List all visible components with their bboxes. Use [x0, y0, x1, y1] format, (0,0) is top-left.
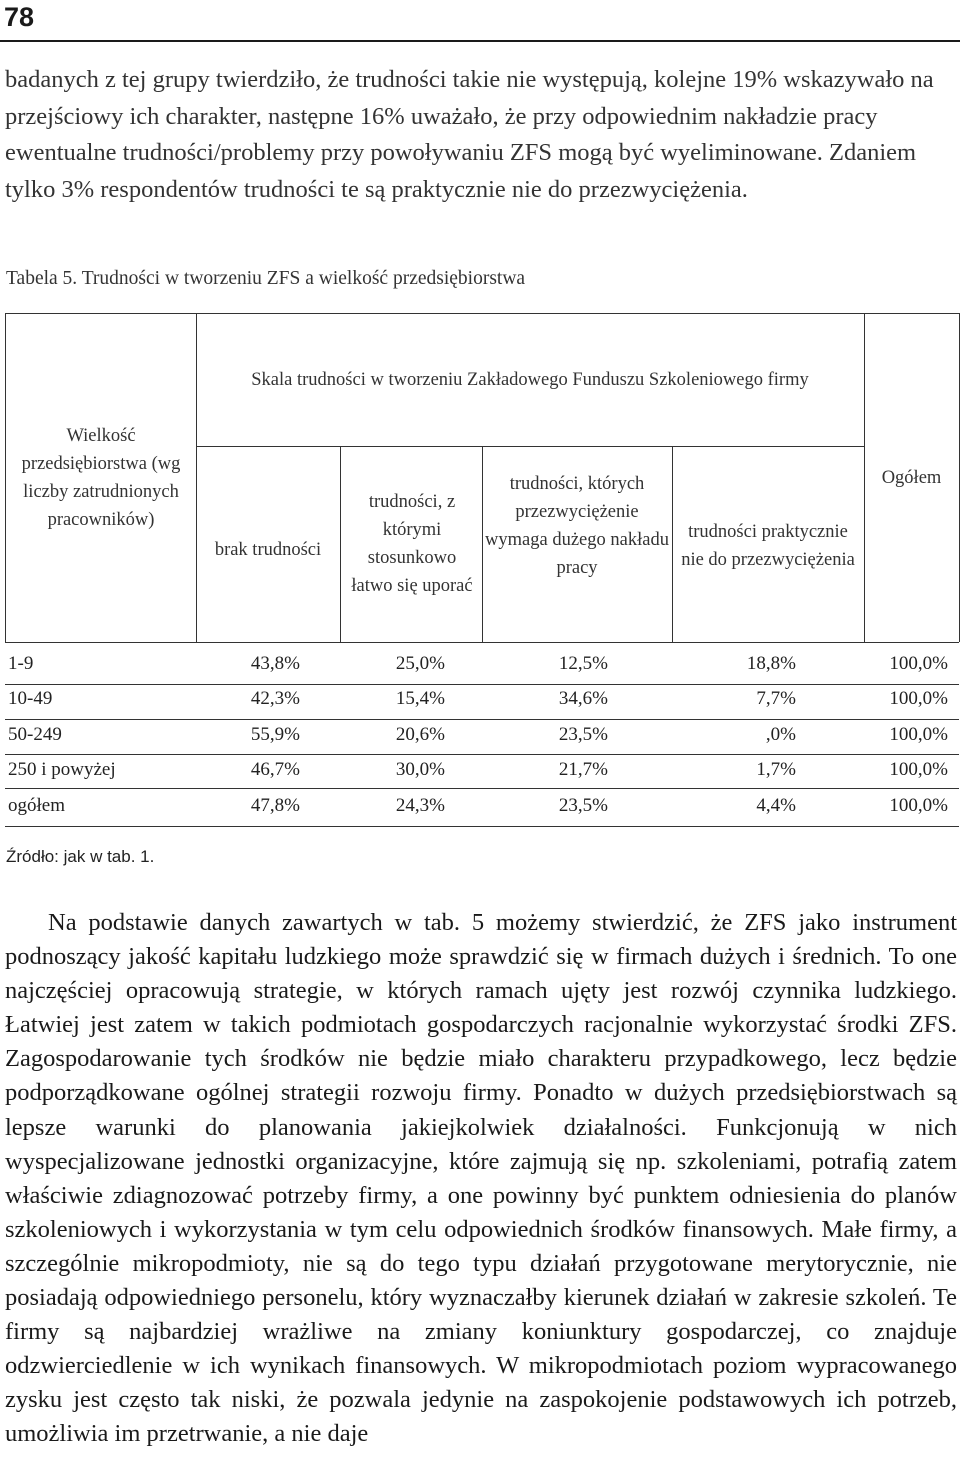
body-paragraph: Na podstawie danych zawartych w tab. 5 możemy stwierdzić, że ZFS jako instrument podnoszący jakość kapitału ludzkiego może sprawdzić się w firmach dużych i średnich. To one najczęściej opracowują strategie, w których ramach ujęty jest rozwój czynnika ludzkiego. Łatwiej jest zatem w takich podmiotach gospodarczych racjonalnie wykorzystać środki ZFS. Zagospodarowanie tych środków nie będzie miało charakteru przypadkowego, lecz będzie podporządkowane ogólnej strategii rozwoju firmy. Ponadto w dużych przedsiębiorstwach są lepsze warunki do planowania jakiejkolwiek działalności. Funkcjonują w nich wyspecjalizowane jednostki organizacyjne, które zajmują się np. szkoleniami, potrafią zatem właściwie zdiagnozować potrzeby firmy, a one powinny być punktem odniesienia do planów szkoleniowych i wykorzystania w tym celu odpowiednich środków finansowych. Małe firmy, a szczególnie mikropodmioty, nie są do tego typu działań przygotowane merytorycznie, nie posiadają odpowiedniego personelu, który wyznaczałby kierunek działań w zakresie szkoleń. Te firmy są najbardziej wrażliwe na zmiany koniunktury gospodarczej, co znajduje odzwierciedlenie w ich wynikach finansowych. W mikropodmiotach poziom wypracowanego zysku jest często tak niski, że pozwala jedynie na zaspokojenie podstawowych ich potrzeb, umożliwia im przetrwanie, a nie daje	[5, 909, 957, 1448]
table-source-note: Źródło: jak w tab. 1.	[6, 847, 155, 866]
table-column-rule	[340, 446, 341, 642]
table-row-rule	[5, 788, 959, 789]
cell-easy-difficulty: 30,0%	[395, 759, 445, 780]
cell-easy-difficulty: 20,6%	[395, 724, 445, 745]
page-number: 78	[4, 2, 35, 32]
cell-total: 100,0%	[889, 653, 948, 674]
cell-hard-difficulty: 23,5%	[558, 724, 608, 745]
cell-hard-difficulty: 12,5%	[558, 653, 608, 674]
table-row-rule	[5, 719, 959, 720]
table-bottom-border	[5, 826, 959, 827]
table-row-rule	[5, 684, 959, 685]
cell-hard-difficulty: 34,6%	[558, 688, 608, 709]
cell-insurmountable: ,0%	[765, 724, 796, 745]
header-easy-difficulty: trudności, z którymi stosunkowo łatwo się uporać	[351, 492, 473, 596]
table-row-rule	[5, 754, 959, 755]
table-caption: Tabela 5. Trudności w tworzeniu ZFS a wielkość przedsiębiorstwa	[6, 268, 526, 289]
header-company-size: Wielkość przedsiębiorstwa (wg liczby zatrudnionych pracowników)	[21, 425, 181, 530]
cell-insurmountable: 1,7%	[756, 759, 796, 780]
row-label: ogółem	[8, 795, 65, 816]
header-rule	[0, 40, 960, 42]
cell-insurmountable: 7,7%	[756, 688, 796, 709]
row-label: 50-249	[8, 724, 62, 745]
cell-easy-difficulty: 24,3%	[395, 795, 445, 816]
row-label: 250 i powyżej	[8, 759, 116, 780]
intro-paragraph: badanych z tej grupy twierdziło, że trudności takie nie występują, kolejne 19% wskazywało na przejściowy ich charakter, następne 16% uważało, że przy odpowiednim nakładzie pracy ewentualne trudności/problemy przy powoływaniu ZFS mogą być wyeliminowane. Zdaniem tylko 3% respondentów trudności te są praktycznie nie do przezwyciężenia.	[5, 66, 934, 203]
cell-total: 100,0%	[889, 724, 948, 745]
cell-hard-difficulty: 21,7%	[558, 759, 608, 780]
cell-total: 100,0%	[889, 795, 948, 816]
cell-no-difficulty: 42,3%	[250, 688, 300, 709]
cell-hard-difficulty: 23,5%	[558, 795, 608, 816]
cell-insurmountable: 18,8%	[746, 653, 796, 674]
row-label: 10-49	[8, 688, 53, 709]
header-difficulty-scale: Skala trudności w tworzeniu Zakładowego Funduszu Szkoleniowego firmy	[251, 370, 809, 390]
header-hard-difficulty: trudności, których przezwyciężenie wymaga dużego nakładu pracy	[485, 474, 669, 578]
cell-no-difficulty: 43,8%	[250, 653, 300, 674]
cell-no-difficulty: 55,9%	[250, 724, 300, 745]
table-left-border	[5, 313, 6, 642]
cell-total: 100,0%	[889, 688, 948, 709]
table-column-rule	[482, 446, 483, 642]
row-label: 1-9	[8, 653, 34, 674]
header-no-difficulty: brak trudności	[214, 540, 322, 560]
cell-insurmountable: 4,4%	[756, 795, 796, 816]
cell-total: 100,0%	[889, 759, 948, 780]
header-insurmountable-difficulty: trudności praktycznie nie do przezwyciężenia	[681, 522, 855, 570]
cell-no-difficulty: 47,8%	[250, 795, 300, 816]
table-column-rule	[672, 446, 673, 642]
body-text	[5, 906, 957, 1452]
cell-easy-difficulty: 15,4%	[395, 688, 445, 709]
cell-no-difficulty: 46,7%	[250, 759, 300, 780]
cell-easy-difficulty: 25,0%	[395, 653, 445, 674]
header-total: Ogółem	[881, 467, 942, 488]
